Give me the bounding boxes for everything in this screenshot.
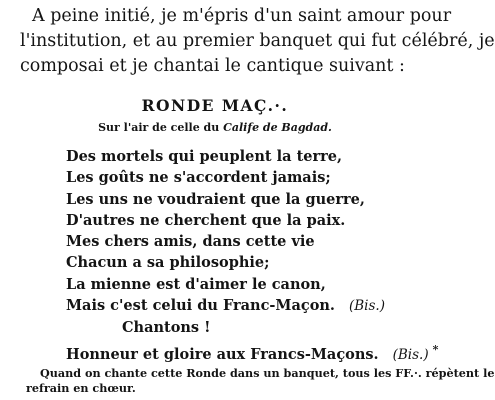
verse-line [66, 231, 426, 252]
verse-line [66, 295, 426, 317]
bis-marker: (Bis.) [392, 346, 429, 363]
verse-line [66, 210, 426, 231]
verse-text: Chacun a sa philosophie; [66, 254, 270, 272]
footnote-line: Quand on chante cette Ronde dans un banquet, tous les FF.·. répètent le [40, 366, 495, 380]
song-title: RONDE MAÇ.·. [141, 96, 289, 115]
verse-line [66, 146, 426, 167]
intro-line: A peine initié, je m'épris d'un saint amour pour [32, 6, 452, 26]
subtitle-air: Calife de Bagdad. [223, 121, 332, 134]
verse-text: Honneur et gloire aux Francs-Maçons. [66, 345, 379, 363]
verse-text: Mes chers amis, dans cette vie [66, 233, 315, 251]
verse-text: Les goûts ne s'accordent jamais; [66, 169, 331, 187]
verse-text: Chantons ! [122, 319, 211, 337]
verse-text: Les uns ne voudraient que la guerre, [66, 190, 365, 208]
footnote-mark: * [432, 342, 439, 356]
subtitle-prefix: Sur l'air de celle du [98, 121, 220, 134]
verse-line [66, 317, 426, 338]
verse-line [66, 189, 426, 210]
footnote-line: refrain en chœur. [26, 381, 136, 395]
verse-line [66, 274, 426, 295]
verse-line [66, 252, 426, 273]
verse-line [66, 167, 426, 188]
intro-paragraph [20, 4, 495, 79]
intro-line: l'institution, et au premier banquet qui fut célébré, je [20, 31, 495, 51]
verse-text: Mais c'est celui du Franc-Maçon. [66, 297, 335, 315]
bis-marker: (Bis.) [348, 298, 385, 315]
intro-line: composai et je chantai le cantique suivant : [20, 56, 405, 76]
verse-text: Des mortels qui peuplent la terre, [66, 148, 343, 165]
song-verses [66, 146, 439, 366]
verse-line [66, 339, 439, 366]
verse-text: La mienne est d'aimer le canon, [66, 275, 326, 293]
footnote [26, 366, 495, 396]
verse-text: D'autres ne cherchent que la paix. [66, 211, 346, 229]
song-subtitle [0, 120, 430, 136]
